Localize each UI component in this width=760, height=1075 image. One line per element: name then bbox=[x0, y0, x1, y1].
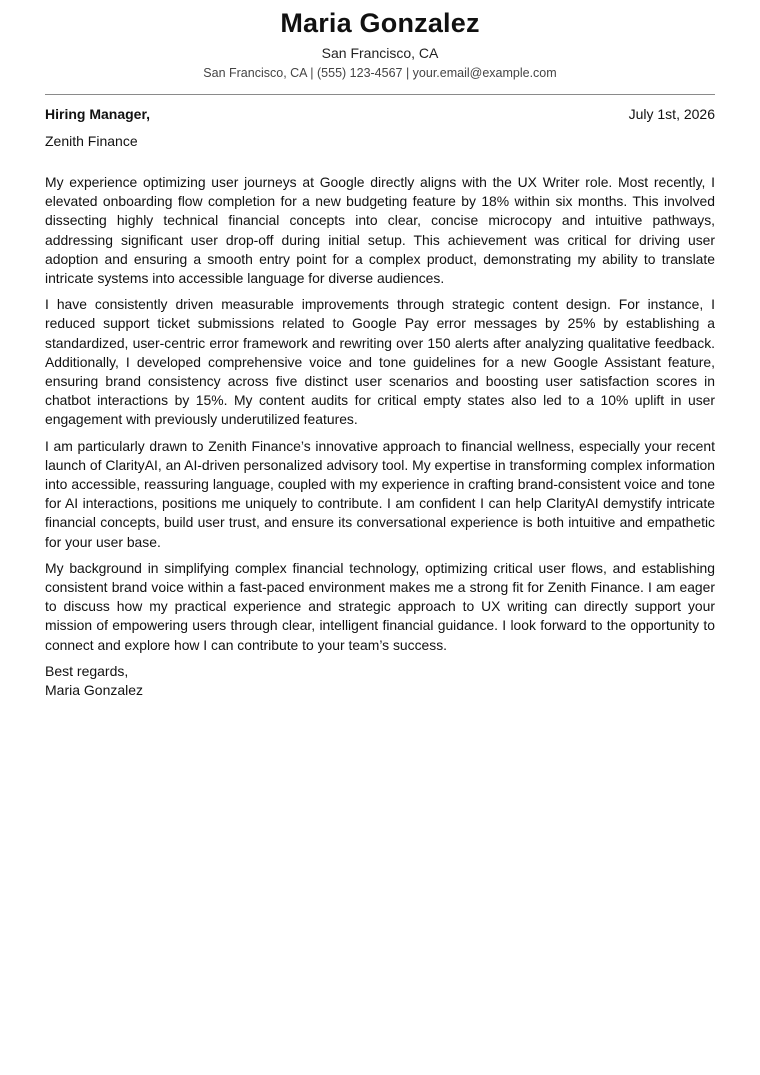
header-divider bbox=[45, 94, 715, 95]
paragraph-3: I am particularly drawn to Zenith Finance’s innovative approach to financial wellness, especially your recent launch of ClarityAI, an AI-driven personalized advisory tool. My expertise in transforming complex information into accessible, reassuring language, coupled with my experience in crafting brand-consistent voice and tone for AI interactions, positions me uniquely to contribute. I am confident I can help ClarityAI demystify intricate financial concepts, build user trust, and ensure its conversational experience is both intuitive and empathetic for your user base. bbox=[45, 437, 715, 550]
contact-line: San Francisco, CA | (555) 123-4567 | your.email@example.com bbox=[203, 66, 557, 80]
salutation: Hiring Manager, bbox=[45, 106, 151, 122]
company-name: Zenith Finance bbox=[45, 133, 138, 149]
signature-name: Maria Gonzalez bbox=[45, 682, 144, 699]
letter-body bbox=[45, 173, 715, 701]
paragraph-1: My experience optimizing user journeys at Google directly aligns with the UX Writer role. Most recently, I elevated onboarding flow completion for a new budgeting feature by 18% within six months. This involved dissecting highly technical financial concepts into clear, concise microcopy and intuitive pathways, addressing significant user drop-off during initial setup. This achievement was critical for driving user adoption and ensuring a smooth entry point for a complex product, demonstrating my ability to translate intricate systems into accessible language for diverse audiences. bbox=[45, 174, 715, 287]
closing-phrase: Best regards, bbox=[45, 662, 129, 679]
applicant-name: Maria Gonzalez bbox=[280, 8, 480, 38]
closing-block bbox=[45, 662, 715, 701]
letter-date: July 1st, 2026 bbox=[628, 106, 715, 122]
applicant-location: San Francisco, CA bbox=[321, 45, 439, 61]
paragraph-4: My background in simplifying complex financial technology, optimizing critical user flows, and establishing consistent brand voice within a fast-paced environment makes me a strong fit for Zenith Finance. I am eager to discuss how my practical experience and strategic approach to UX writing can directly support your mission of empowering users through clear, intelligent financial guidance. I look forward to the opportunity to connect and explore how I can contribute to your team’s success. bbox=[45, 559, 715, 653]
paragraph-2: I have consistently driven measurable improvements through strategic content design. For instance, I reduced support ticket submissions related to Google Pay error messages by 25% by establishing a standardized, user-centric error framework and rewriting over 150 alerts after analyzing qualitative feedback. Additionally, I developed comprehensive voice and tone guidelines for a new Google Assistant feature, ensuring brand consistency across five distinct user scenarios and boosting user satisfaction scores in chatbot interactions by 15%. My content audits for critical empty states also led to a 10% uplift in user engagement with previously underutilized features. bbox=[45, 296, 715, 428]
